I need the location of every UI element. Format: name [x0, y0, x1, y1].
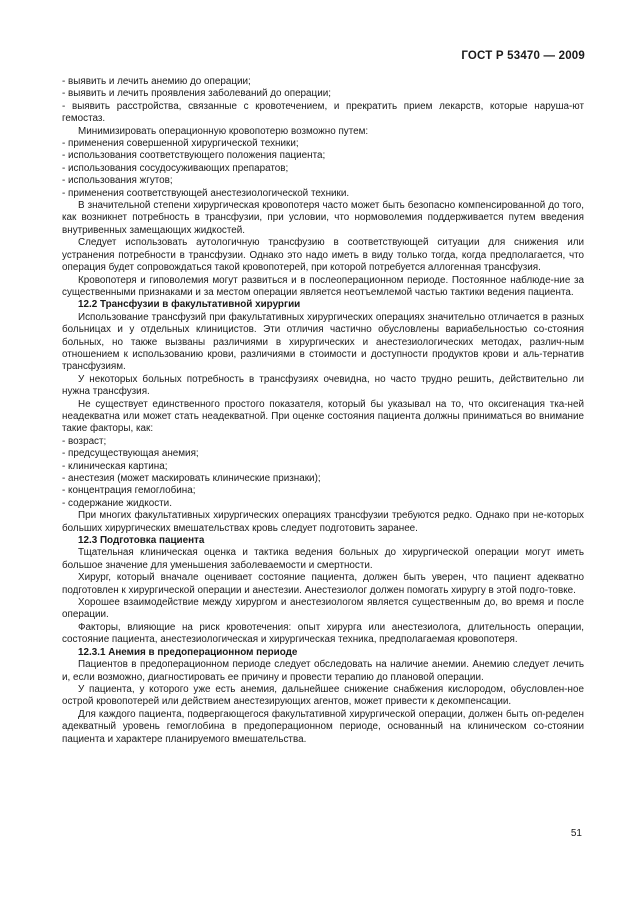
list-item: - применения совершенной хирургической техники; — [62, 138, 299, 150]
paragraph: Не существует единственного простого показателя, который бы указывал на то, что оксигенация тка-ней неадекватна или может стать неадекватной. При оценке состояния пациента должны приниматься во внимание такие факторы, как: — [62, 398, 584, 435]
paragraph: У некоторых больных потребность в трансфузиях очевидна, но часто трудно решить, действительно ли нужна трансфузия. — [62, 373, 584, 398]
section-heading: 12.3.1 Анемия в предоперационном периоде — [78, 646, 298, 658]
paragraph: Для каждого пациента, подвергающегося факультативной хирургической операции, должен быть оп-ределен адекватный уровень гемоглобина в предоперационном периоде, основанный на клиническом со-стоянии пациента и характере планируемого вмешательства. — [62, 708, 584, 745]
paragraph: Кровопотеря и гиповолемия могут развиться и в послеоперационном периоде. Постоянное наблюде-ние за существенными признаками и за местом операции является неотъемлемой частью тактики ведения пациента. — [62, 274, 584, 298]
list-item: - содержание жидкости. — [62, 497, 172, 509]
paragraph: Хорошее взаимодействие между хирургом и анестезиологом является существенным до, во время и после операции. — [62, 597, 584, 621]
list-item: - использования сосудосуживающих препаратов; — [62, 162, 289, 174]
list-item: - выявить и лечить анемию до операции; — [62, 76, 251, 87]
list-item: - концентрация гемоглобина; — [62, 485, 196, 497]
list-item: - выявить расстройства, связанные с кровотечением, и прекратить прием лекарств, которые наруша-ют гемостаз. — [62, 100, 584, 125]
list-item: - использования соответствующего положения пациента; — [62, 150, 326, 162]
list-item: - возраст; — [62, 435, 107, 447]
paragraph: Следует использовать аутологичную трансфузию в соответствующей ситуации для снижения или устранения потребности в трансфузии. Однако это надо иметь в виду только тогда, когда предполагается, что операция будет сопровождаться такой кровопотерей, при которой потребуется аллогенная трансфузия. — [62, 237, 584, 274]
paragraph: В значительной степени хирургическая кровопотеря часто может быть безопасно компенсированной до того, как возникнет потребность в трансфузии, при условии, что нормоволемия поддерживается путем введения внутривенных замещающих жидкостей. — [62, 200, 584, 236]
list-item: - анестезия (может маскировать клинические признаки); — [62, 473, 321, 484]
list-item: - использования жгутов; — [62, 175, 173, 187]
paragraph: У пациента, у которого уже есть анемия, дальнейшее снижение снабжения кислородом, обусловлен-ное острой кровопотерей или действием анестезирующих агентов, может привести к декомпенсации. — [62, 683, 584, 708]
page-number: 51 — [570, 828, 582, 839]
paragraph: Хирург, который вначале оценивает состояние пациента, должен быть уверен, что пациент адекватно подготовлен к хирургической операции и анестезии. Анестезиолог должен помогать хирургу в этой подго-товке. — [62, 572, 584, 596]
section-heading: 12.3 Подготовка пациента — [78, 535, 205, 547]
list-item: - выявить и лечить проявления заболеваний до операции; — [62, 88, 331, 100]
paragraph: Минимизировать операционную кровопотерю возможно путем: — [78, 125, 369, 137]
paragraph: Тщательная клиническая оценка и тактика ведения больных до хирургической операции могут иметь большое значение для уменьшения заболеваемости и смертности. — [62, 547, 584, 571]
paragraph: Использование трансфузий при факультативных хирургических операциях значительно отличается в разных больницах и у отдельных клиницистов. Эти отличия частично обусловлены вариабельностью со-стояния больных, но также вызваны различиями в хирургических и анестезиологических методах, различ-ным отношением к использованию крови, различиями в стоимости и доступности продуктов крови и аль-тернатив трансфузиям. — [62, 311, 584, 373]
list-item: - применения соответствующей анестезиологической техники. — [62, 187, 350, 199]
paragraph: Пациентов в предоперационном периоде следует обследовать на наличие анемии. Анемию следует лечить и, если возможно, диагностировать ее причину и провести терапию до плановой операции. — [62, 659, 584, 683]
paragraph: При многих факультативных хирургических операциях трансфузии требуются редко. Однако при не-которых больших хирургических вмешательствах кровь следует подготовить заранее. — [62, 510, 584, 534]
list-item: - клиническая картина; — [62, 460, 168, 472]
section-heading: 12.2 Трансфузии в факультативной хирургии — [78, 299, 301, 311]
document-code: ГОСТ Р 53470 — 2009 — [461, 50, 585, 62]
paragraph: Факторы, влияющие на риск кровотечения: опыт хирурга или анестезиолога, длительность операции, состояние пациента, анестезиологическая и хирургическая техника, предполагаемая кровопотеря. — [62, 621, 584, 646]
list-item: - предсуществующая анемия; — [62, 448, 199, 460]
document-body — [62, 76, 584, 746]
